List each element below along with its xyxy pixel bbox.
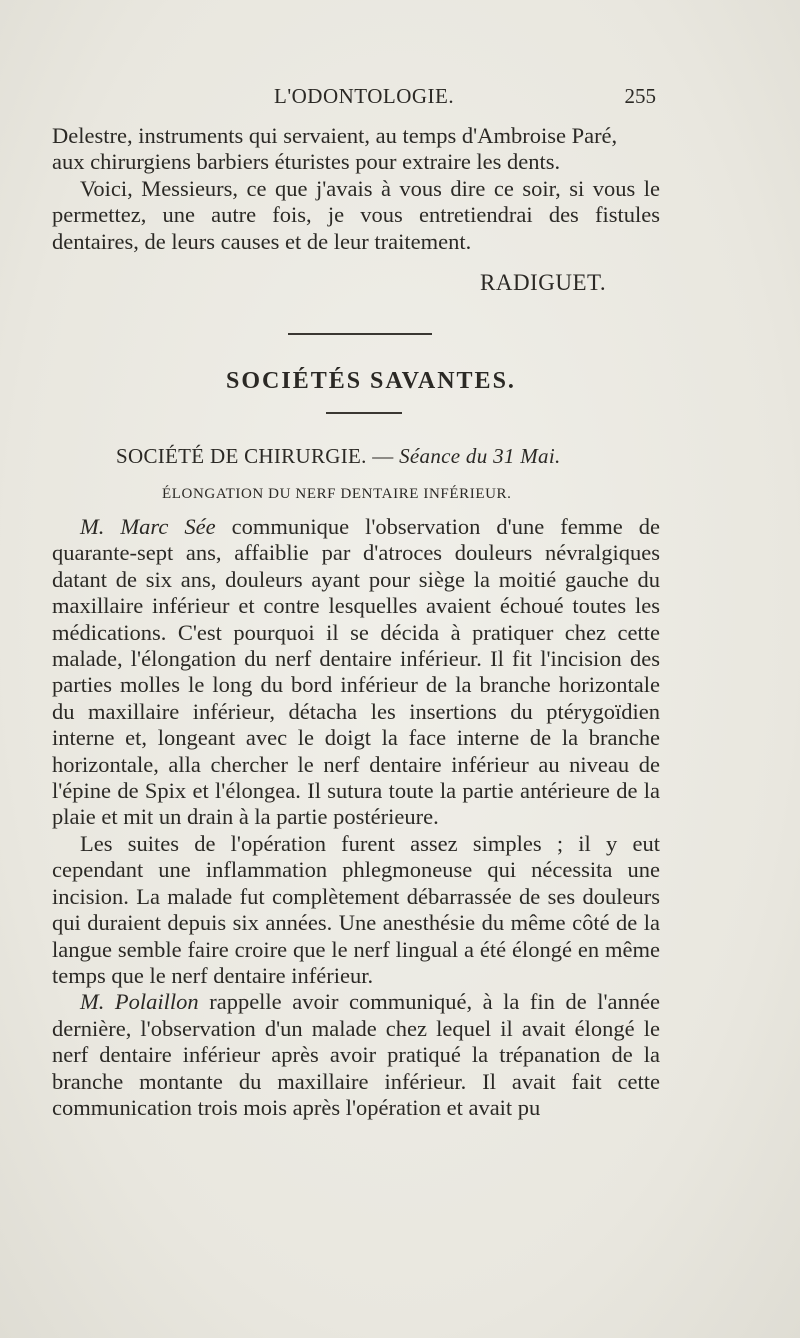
paragraph: Voici, Messieurs, ce que j'avais à vous dire ce soir, si vous le permettez, une autre fois, je vous entretiendrai des fistules dentaires, de leurs causes et de leur traitement. — [52, 175, 660, 254]
author-signature: RADIGUET. — [480, 270, 607, 295]
paragraph-line: aux chirurgiens barbiers éturistes pour extraire les dents. — [52, 149, 561, 175]
closing-paragraphs — [52, 123, 660, 255]
paragraph: Les suites de l'opération furent assez simples ; il y eut cependant une inflammation phlegmoneuse qui nécessita une incision. La malade fut complètement débarrassée de ses douleurs qui duraient depuis six années. Une anesthésie du même côté de la langue semble faire croire que le nerf lingual a été élongé en même temps que le nerf dentaire inférieur. — [52, 830, 660, 988]
paragraph-line: Delestre, instruments qui servaient, au temps d'Ambroise Paré, — [52, 123, 618, 148]
divider-rule — [326, 412, 402, 414]
paragraph — [52, 989, 660, 1121]
running-title: L'ODONTOLOGIE. — [274, 84, 455, 108]
article-subtitle: ÉLONGATION DU NERF DENTAIRE INFÉRIEUR. — [162, 486, 512, 502]
divider-rule — [288, 333, 432, 335]
paragraph-text: communique l'observation d'une femme de quarante-sept ans, affaiblie par d'atroces douleurs névralgiques datant de six ans, douleurs ayant pour siège la moitié gauche du maxillaire inférieur et contre lesquelles avaient échoué toutes les médications. C'est pourquoi il se décida à pratiquer chez cette malade, l'élongation du nerf dentaire inférieur. Il fit l'incision des parties molles le long du bord inférieur de la branche horizontale du maxillaire inférieur, détacha les insertions du ptérygoïdien interne et, longeant avec le doigt la face interne de la branche horizontale, alla chercher le nerf dentaire inférieur au niveau de l'épine de Spix et l'élongea. Il sutura toute la partie antérieure de la plaie et mit un drain à la partie postérieure. — [52, 514, 660, 830]
paragraph — [52, 514, 660, 831]
session-society: SOCIÉTÉ DE CHIRURGIE. — — [116, 444, 400, 468]
report-body — [52, 514, 660, 1121]
paragraph-text: rappelle avoir communiqué, à la fin de l'année dernière, l'observation d'un malade chez lequel il avait élongé le nerf dentaire inférieur après avoir pratiqué la trépanation de la branche montante du maxillaire inférieur. Il avait fait cette communication trois mois après l'opération et avait pu — [52, 989, 660, 1120]
section-title: SOCIÉTÉS SAVANTES. — [226, 368, 516, 394]
speaker-name: M. Marc Sée — [80, 514, 216, 539]
session-heading — [116, 444, 561, 469]
session-date: Séance du 31 Mai. — [399, 444, 561, 468]
speaker-name: M. Polaillon — [80, 989, 199, 1015]
page-header — [52, 84, 656, 114]
page-number: 255 — [624, 84, 656, 108]
